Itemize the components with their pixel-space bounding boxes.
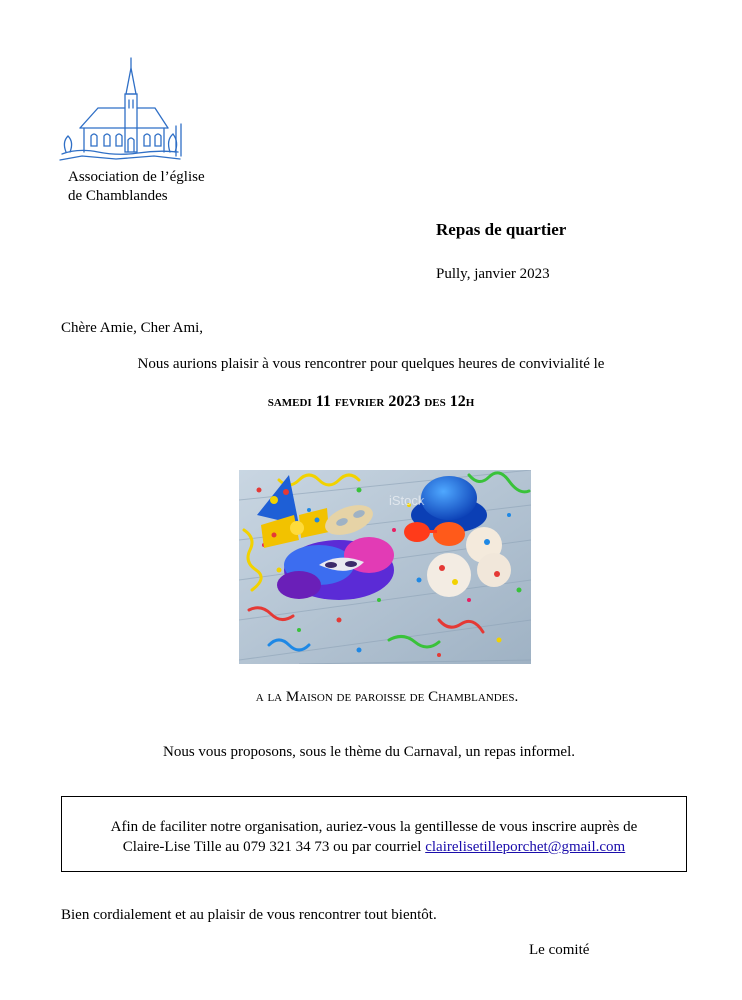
intro-text: Nous aurions plaisir à vous rencontrer pour quelques heures de convivialité le	[137, 356, 605, 372]
church-logo	[58, 56, 183, 166]
registration-box	[61, 796, 687, 872]
registration-contact: Claire-Lise Tille au 079 321 34 73 ou par courriel	[122, 839, 426, 855]
carnival-image	[239, 470, 531, 664]
proposal-text: Nous vous proposons, sous le thème du Carnaval, un repas informel.	[162, 744, 576, 760]
place-date: Pully, janvier 2023	[436, 266, 550, 282]
venue-text: a la Maison de paroisse de Chamblandes.	[255, 689, 519, 705]
greeting: Chère Amie, Cher Ami,	[61, 320, 204, 336]
watermark-text: iStock	[389, 493, 425, 508]
carnival-photo	[239, 470, 531, 664]
association-line-1: Association de l’église	[68, 169, 205, 185]
closing-text: Bien cordialement et au plaisir de vous rencontrer tout bientôt.	[61, 907, 437, 923]
event-date: samedi 11 fevrier 2023 des 12h	[267, 393, 475, 410]
email-link[interactable]: clairelisetilleporchet@gmail.com	[425, 839, 626, 855]
letter-title: Repas de quartier	[436, 220, 567, 239]
registration-line-1: Afin de faciliter notre organisation, auriez-vous la gentillesse de vous inscrire auprès de	[110, 819, 638, 835]
church-icon	[58, 56, 183, 166]
association-line-2: de Chamblandes	[68, 188, 168, 204]
signature: Le comité	[529, 942, 590, 958]
association-name	[68, 168, 205, 206]
registration-line-2	[62, 837, 686, 857]
